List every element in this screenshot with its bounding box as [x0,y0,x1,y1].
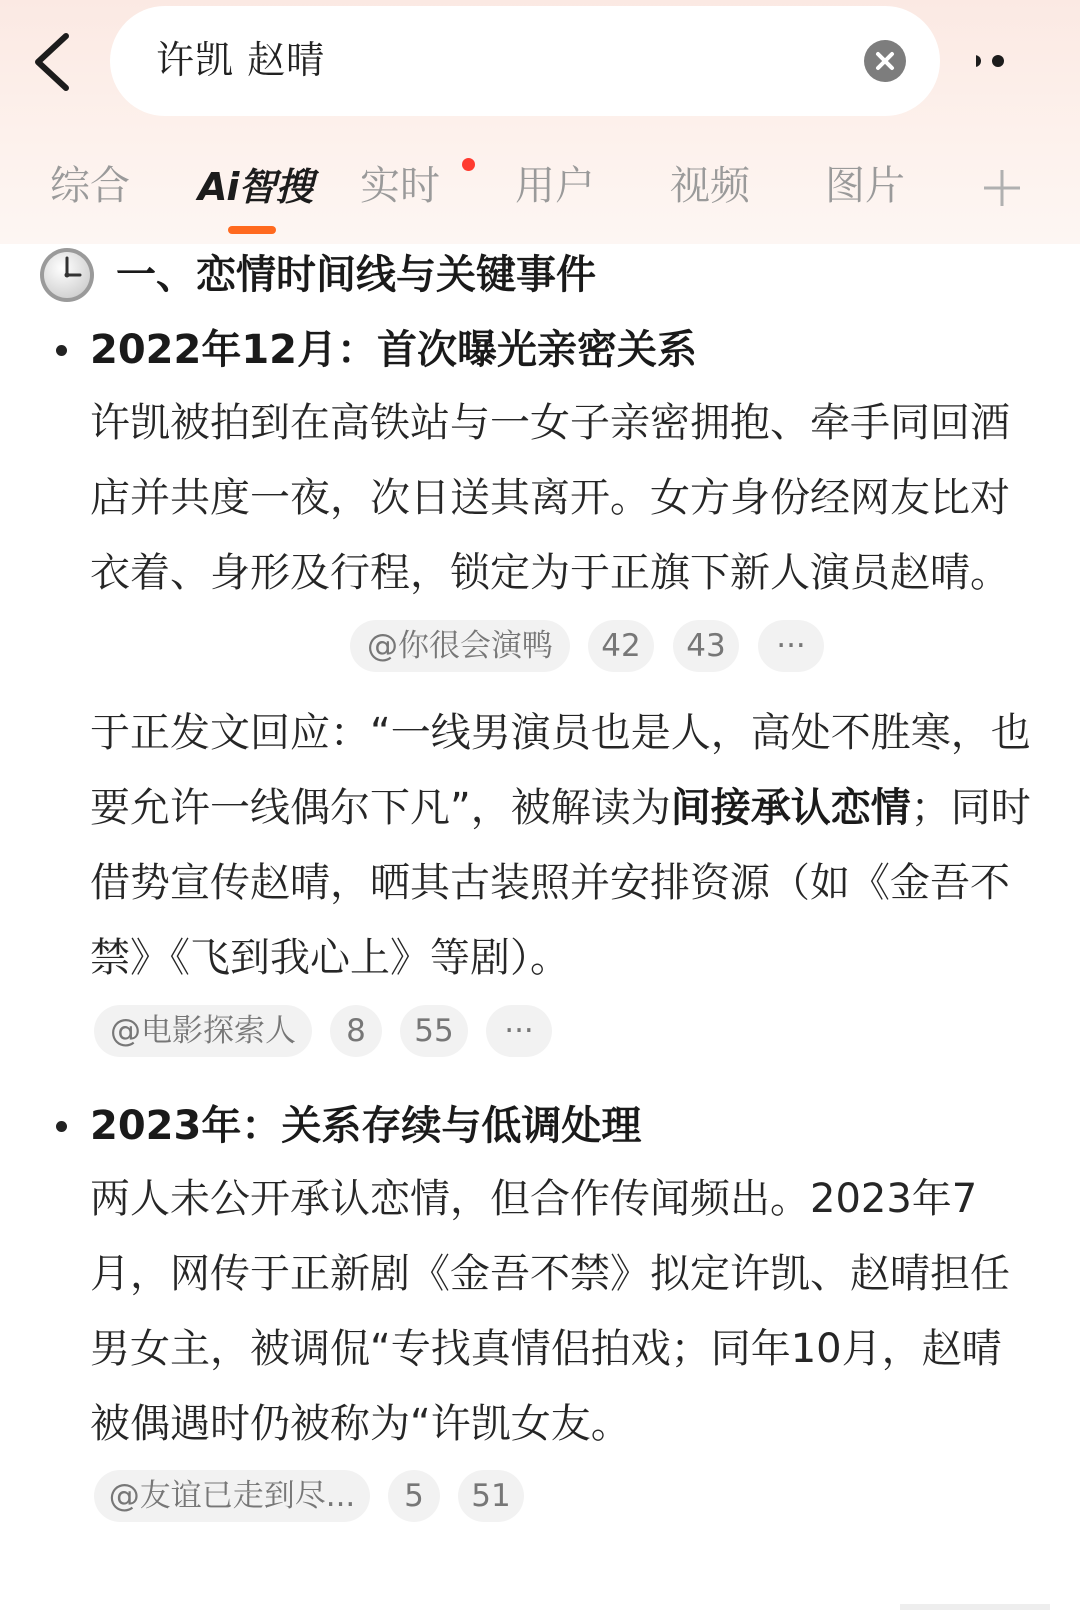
source-more-pill[interactable]: ··· [486,1005,552,1057]
paragraph-text: 两人未公开承认恋情，但合作传闻频出。2023年7月，网传于正新剧《金吾不禁》拟定许凯、赵晴担任男女主，被调侃“专找真情侣拍戏；同年10月，赵晴被偶遇时仍被称为“许凯女友。 [90,1176,1010,1447]
paragraph-text: 于正发文回应：“一线男演员也是人，高处不胜寒，也要允许一线偶尔下凡”，被解读为 [90,710,1031,831]
scroll-indicator [900,1604,1050,1610]
search-input[interactable]: 许凯 赵晴 [156,38,326,82]
section-title: 一、恋情时间线与关键事件 [116,252,596,298]
clock-icon [38,246,96,304]
source-more-pill[interactable]: ··· [758,620,824,672]
item-paragraph [90,1162,1040,1462]
item-paragraph [90,696,1040,996]
tab-videos[interactable]: 视频 [670,163,750,209]
source-count-pill[interactable]: 42 [588,620,654,672]
bullet-dot [56,345,67,356]
bullet-dot [56,1121,67,1132]
paragraph-text: 许凯被拍到在高铁站与一女子亲密拥抱、牵手同回酒店并共度一夜，次日送其离开。女方身份经网友比对衣着、身形及行程，锁定为于正旗下新人演员赵晴。 [90,400,1010,596]
active-tab-indicator [228,226,276,234]
source-count-pill[interactable]: 5 [388,1470,440,1522]
tab-users[interactable]: 用户 [515,163,595,209]
tab-images[interactable]: 图片 [825,163,905,209]
tab-bar [0,150,1080,240]
tab-realtime[interactable]: 实时 [360,163,440,209]
paragraph-bold-text: 间接承认恋情 [670,785,911,831]
tab-ai-search[interactable]: Ai智搜 [198,165,313,209]
source-count-pill[interactable]: 43 [673,620,739,672]
notification-dot [462,158,475,171]
source-count-pill[interactable]: 55 [400,1005,468,1057]
source-user-pill[interactable]: @电影探索人 [94,1005,312,1057]
back-arrow-icon[interactable] [28,28,88,98]
paragraph-text: ；同时借势宣传赵晴，晒其古装照并安排资源（如《金吾不禁》《飞到我心上》等剧）。 [90,785,1031,981]
source-count-pill[interactable]: 8 [330,1005,382,1057]
search-header [0,0,1080,244]
search-bar[interactable] [110,6,940,116]
more-options-icon[interactable] [976,46,1046,76]
source-count-pill[interactable]: 51 [458,1470,524,1522]
item-title: 2022年12月：首次曝光亲密关系 [90,327,697,373]
item-title: 2023年：关系存续与低调处理 [90,1103,642,1149]
source-user-pill[interactable]: @你很会演鸭 [350,620,570,672]
source-user-pill[interactable]: @友谊已走到尽... [94,1470,370,1522]
add-tab-icon[interactable] [982,168,1022,208]
clear-search-icon[interactable] [864,40,906,82]
tab-comprehensive[interactable]: 综合 [50,163,130,209]
